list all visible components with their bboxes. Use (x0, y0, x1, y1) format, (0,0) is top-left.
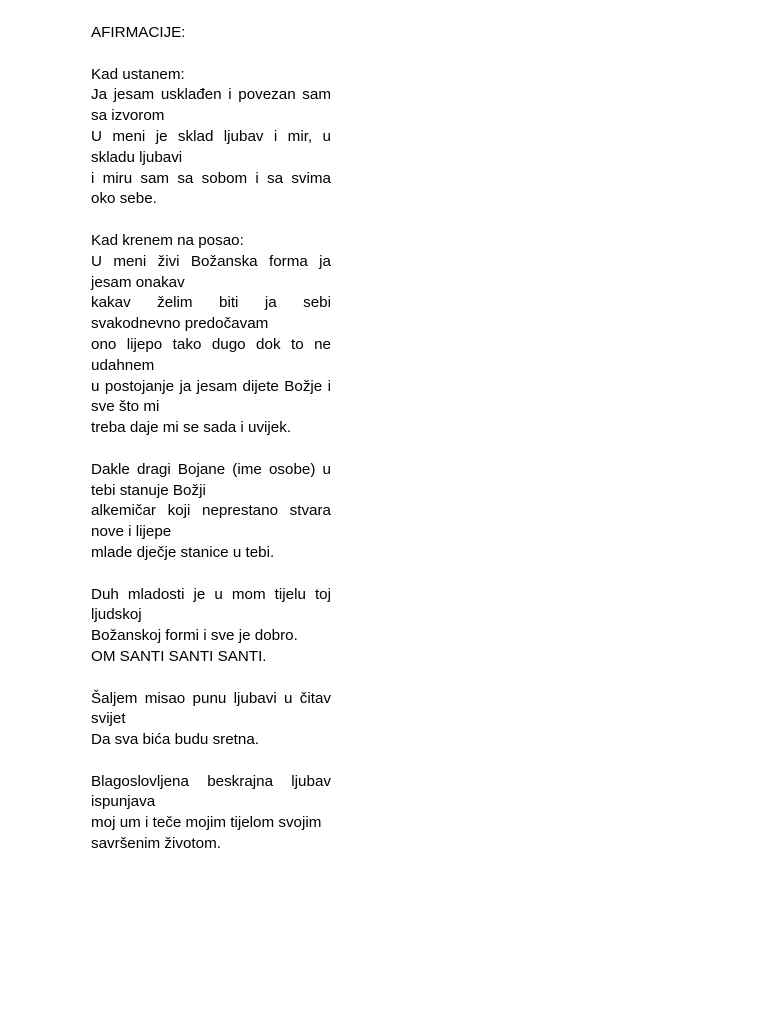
stanza-line: mlade dječje stanice u tebi. (91, 543, 275, 561)
stanza-line: treba daje mi se sada i uvijek. (91, 419, 292, 437)
stanza-world (91, 689, 331, 751)
stanza-waking (91, 65, 331, 211)
stanza-line: U meni živi Božanska forma ja jesam onakav (91, 252, 331, 291)
stanza-line: i miru sam sa sobom i sa svima oko sebe. (91, 169, 331, 208)
stanza-blessing (91, 772, 331, 855)
stanza-line: ono lijepo tako dugo dok to ne udahnem (91, 335, 331, 374)
stanza-line: Dakle dragi Bojane (ime osobe) u tebi stanuje Božji (91, 460, 331, 499)
stanza-youth (91, 585, 331, 668)
stanza-line: U meni je sklad ljubav i mir, u skladu ljubavi (91, 127, 331, 166)
stanza-line: Ja jesam usklađen i povezan sam sa izvorom (91, 86, 331, 125)
stanza-line: kakav želim biti ja sebi svakodnevno predočavam (91, 294, 331, 333)
stanza-line: OM SANTI SANTI SANTI. (91, 647, 267, 665)
stanza-line: Da sva bića budu sretna. (91, 731, 260, 749)
stanza-line: Duh mladosti je u mom tijelu toj ljudskoj (91, 585, 331, 624)
affirmations-text (91, 23, 331, 876)
stanza-line: moj um i teče mojim tijelom svojim (91, 814, 322, 832)
stanza-line: Kad ustanem: (91, 65, 185, 83)
stanza-line: Šaljem misao punu ljubavi u čitav svijet (91, 689, 331, 728)
stanza-line: u postojanje ja jesam dijete Božje i sve što mi (91, 377, 331, 416)
stanza-alchemist (91, 460, 331, 564)
document-title: AFIRMACIJE: (91, 24, 186, 41)
stanza-line: savršenim životom. (91, 835, 221, 853)
stanza-line: Blagoslovljena beskrajna ljubav ispunjava (91, 772, 331, 811)
stanza-line: alkemičar koji neprestano stvara nove i lijepe (91, 502, 331, 541)
stanza-line: Božanskoj formi i sve je dobro. (91, 627, 298, 645)
stanza-work (91, 231, 331, 439)
stanza-line: Kad krenem na posao: (91, 231, 244, 249)
